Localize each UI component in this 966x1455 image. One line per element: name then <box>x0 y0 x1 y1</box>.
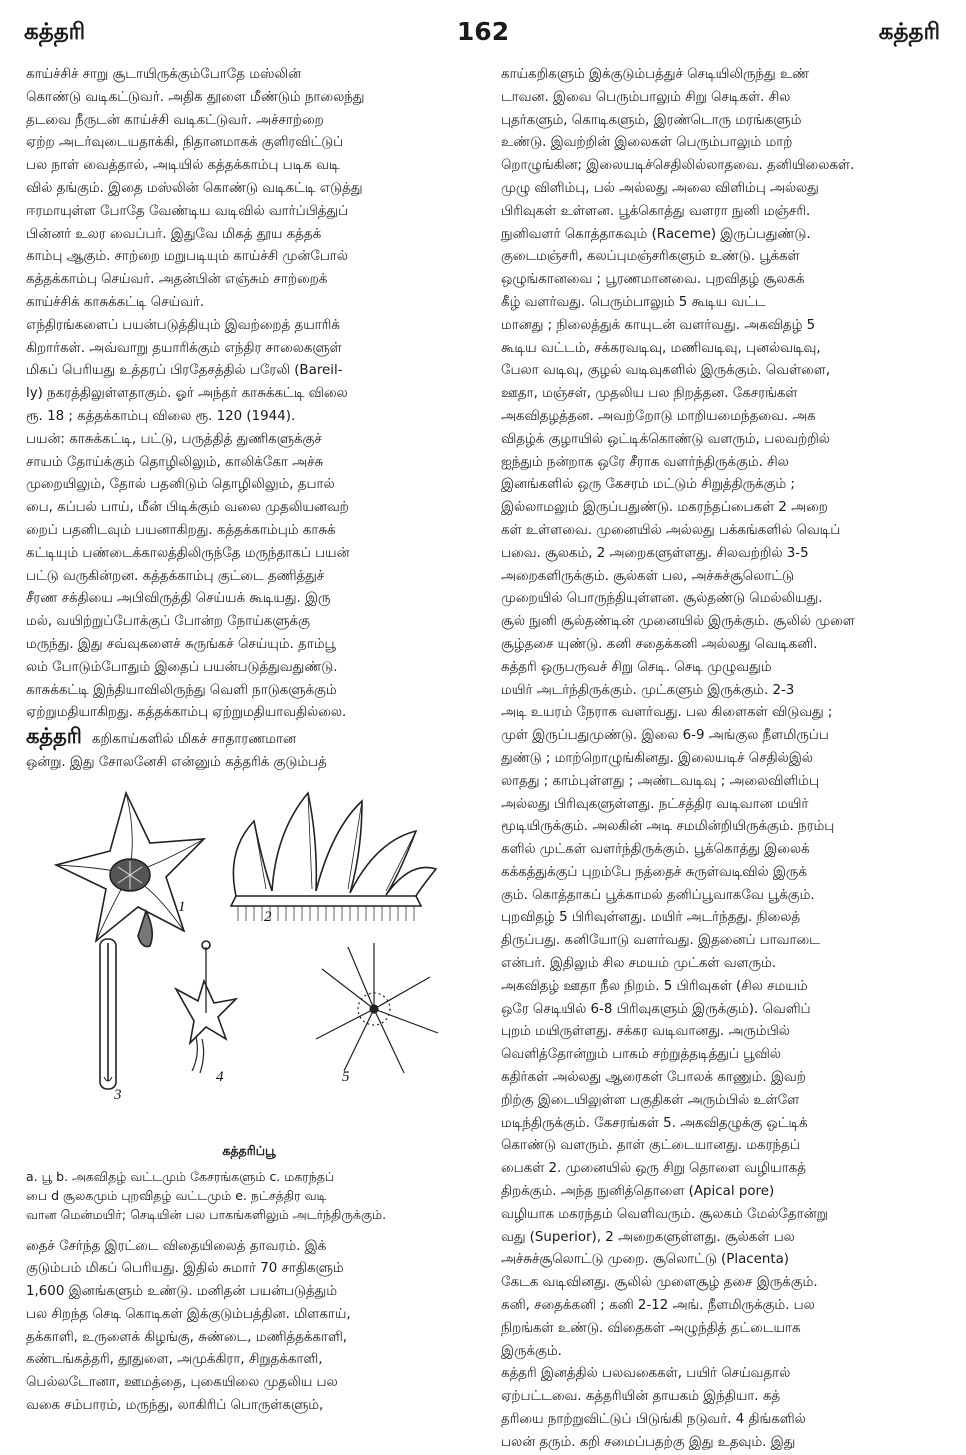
caption-line: பை d சூலகமும் புறவிதழ் வட்டமும் e. நட்சத்திர வடி <box>26 1187 327 1203</box>
text-line: வழியாக மகரந்தம் வெளிவரும். சூலகம் மேல்தோன்று <box>501 1206 828 1222</box>
flower-illustration <box>26 781 472 1136</box>
text-line: பைகள் 2. முனையில் ஒரு சிறு தொளை வழியாகத் <box>501 1161 806 1177</box>
figure-label-1: 1 <box>178 898 186 915</box>
text-line: தைச் சேர்ந்த இரட்டை விதையிலைத் தாவரம். இக் <box>26 1238 327 1254</box>
text-line: புறம் மயிருள்ளது. சக்கர வடிவானது. அரும்பில் <box>501 1024 790 1040</box>
text-line: வது (Superior), 2 அறைகளுள்ளது. சூல்கள் பல <box>501 1229 795 1245</box>
text-line: தக்காளி, உருளைக் கிழங்கு, சுண்டை, மணித்தக்காளி, <box>26 1329 348 1345</box>
left-column <box>26 64 472 1418</box>
text-line: நிறங்கள் உண்டு. விதைகள் அழுந்தித் தட்டையாக <box>501 1320 801 1336</box>
text-line: பட்டு வருகின்றன. கத்தக்காம்பு குட்டை தணித்துச் <box>26 568 325 584</box>
text-line: கனி, சதைக்கனி ; கனி 2-12 அங். நீளமிருக்கும். பல <box>501 1298 815 1314</box>
text-line: பை, கப்பல் பாய், மீன் பிடிக்கும் வலை முதலியனவற் <box>26 500 349 516</box>
text-line: றைப் பதனிடவும் பயனாகிறது. கத்தக்காம்பும் காசுக் <box>26 522 336 538</box>
text-line: திருப்பது. கனியோடு வளர்வது. இதனைப் பாவாடை <box>501 933 820 949</box>
text-line: பேலா வடிவு, குழல் வடிவுகளில் இருக்கும். வெள்ளை, <box>501 363 831 379</box>
text-line: முறையிலும், தோல் பதனிடும் தொழிலிலும், தபால் <box>26 477 335 493</box>
text-line: துண்டு ; மாற்றொழுங்கினது. இலையடிச் செதில்இல் <box>501 750 813 766</box>
text-line: அகவிதழத்தன. அவற்றோடு மாறியமைந்தவை. அக <box>501 408 816 424</box>
text-line: பெல்லடோனா, ஊமத்தை, புகையிலை முதலிய பல <box>26 1375 338 1391</box>
text-line: சூல் நுனி சூல்தண்டின் முனையில் இருக்கும். சூலில் முளை <box>501 614 855 630</box>
text-line: றிற்கு இடையிலுள்ள பகுதிகள் அரும்பில் உள்ளே <box>501 1092 800 1108</box>
running-head-right: கத்தரி <box>878 19 940 45</box>
running-head-left: கத்தரி <box>24 19 86 45</box>
text-line: காசுக்கட்டி இந்தியாவிலிருந்து வெளி நாடுகளுக்கும் <box>26 682 337 698</box>
anther-drawing <box>100 939 116 1089</box>
text-line: மடிந்திருக்கும். கேசரங்கள் 5. அகவிதழுக்கு ஒட்டிக் <box>501 1115 808 1131</box>
text-line: களில் முட்கள் வளர்ந்திருக்கும். பூக்கொத்து இலைக் <box>501 842 810 858</box>
entry-second-line: ஒன்று. இது சோலனேசி என்னும் கத்தரிக் குடும்பத் <box>26 754 327 770</box>
figure-label-4: 4 <box>216 1068 224 1085</box>
text-line: லாதது ; காம்புள்ளது ; அண்டவடிவு ; அலைவிளிம்பு <box>501 773 819 789</box>
text-line: கூடிய வட்டம், சக்கரவடிவு, மணிவடிவு, புனல்வடிவு, <box>501 340 821 356</box>
text-line: இல்லாமலும் இருப்பதுண்டு. மகரந்தப்பைகள் 2 அறை <box>501 500 828 516</box>
text-line: ஐந்தும் நன்றாக ஒரே சீராக வளர்ந்திருக்கும். சில <box>501 454 789 470</box>
text-line: அடி உயரம் நேராக வளர்வது. பல கிளைகள் விடுவது ; <box>501 705 833 721</box>
caption-line: a. பூ b. அகவிதழ் வட்டமும் கேசரங்களும் c. மகரந்தப் <box>26 1168 335 1184</box>
text-line: இருக்கும். <box>501 1343 562 1359</box>
text-line: விதழ்க் குழாயில் ஒட்டிக்கொண்டு வளரும், பலவற்றில் <box>501 431 830 447</box>
text-line: குடும்பம் மிகப் பெரியது. இதில் சுமார் 70 சாதிகளும் <box>26 1261 344 1277</box>
text-line: முறையில் பொருந்தியுள்ளன. சூல்தண்டு மெல்லியது. <box>501 591 823 607</box>
text-line: என்பர். இதிலும் சில சமயம் முட்கள் வளரும். <box>501 956 777 972</box>
text-line: கீழ் வளர்வது. பெரும்பாலும் 5 கூடிய வட்ட <box>501 294 766 310</box>
text-line: குடைமஞ்சரி, கலப்புமஞ்சரிகளும் உண்டு. பூக்கள் <box>501 249 800 265</box>
text-line: சீரண சக்தியை அபிவிருத்தி செய்யக் கூடியது. இரு <box>26 591 331 607</box>
text-line: காய்ச்சிக் காசுக்கட்டி செய்வர். <box>26 294 205 310</box>
text-line: வகை சம்பாரம், மருந்து, லாகிரிப் பொருள்களும், <box>26 1398 324 1414</box>
text-line: லம் போடும்போதும் இதைப் பயன்படுத்துவதுண்டு. <box>26 659 338 675</box>
text-line: ரூ. 18 ; கத்தக்காம்பு விலை ரூ. 120 (1944). <box>26 408 296 424</box>
text-line: 1,600 இனங்களும் உண்டு. மனிதன் பயன்படுத்தும் <box>26 1284 338 1300</box>
page-number: 162 <box>456 17 510 46</box>
pistil-calyx-drawing <box>176 941 236 1073</box>
text-line: தடவை நீருடன் காய்ச்சி வடிகட்டுவர். அச்சாற்றை <box>26 112 324 128</box>
text-line: கத்தரி ஒருபருவச் சிறு செடி. செடி முழுவதும் <box>501 659 772 675</box>
text-line: பல நாள் வைத்தால், அடியில் கத்தக்காம்பு படிக வடி <box>26 158 340 174</box>
text-line: தரியை நாற்றுவிட்டுப் பிடுங்கி நடுவர். 4 திங்களில் <box>501 1412 806 1428</box>
figure-title: கத்தரிப்பூ <box>222 1142 276 1158</box>
text-line: அல்லது பிரிவுகளுள்ளது. நட்சத்திர வடிவான மயிர் <box>501 796 809 812</box>
text-line: கக்கத்துக்குப் புறம்பே நத்தைச் சுருள்வடிவில் இருக் <box>501 864 807 880</box>
text-line: கதிர்கள் அல்லது ஆரைகள் போலக் காணும். இவற் <box>501 1070 806 1086</box>
text-line: மூடியிருக்கும். அலகின் அடி சமமின்றியிருக்கும். நரம்பு <box>501 819 835 835</box>
figure-caption <box>26 1167 472 1224</box>
text-line: கண்டங்கத்தரி, தூதுளை, அமுக்கிரா, சிறுதக்காளி, <box>26 1352 323 1368</box>
text-line: ஈரமாயுள்ள போதே வேண்டிய வடிவில் வார்ப்பித்துப் <box>26 203 349 219</box>
text-line: பவை. சூலகம், 2 அறைகளுள்ளது. சிலவற்றில் 3-5 <box>501 545 809 561</box>
text-line: காய்ச்சிச் சாறு சூடாயிருக்கும்போதே மஸ்லின் <box>26 67 301 82</box>
text-line: கும். கொத்தாகப் பூக்காமல் தனிப்பூவாகவே பூக்கும். <box>501 887 815 903</box>
text-line: ஒரே செடியில் 6-8 பிரிவுகளும் இருக்கும்). வெளிப் <box>501 1001 811 1017</box>
text-line: மல், வயிற்றுப்போக்குப் போன்ற நோய்களுக்கு <box>26 614 310 630</box>
text-line: டாவன. இவை பெரும்பாலும் சிறு செடிகள். சில <box>501 89 791 105</box>
text-line: ly) நகரத்திலுள்ளதாகும். ஓர் அந்தர் காசுக்கட்டி விலை <box>26 386 348 402</box>
text-line: பின்னர் உலர வைப்பர். இதுவே மிகத் தூய கத்தக் <box>26 226 322 242</box>
text-line: அகவிதழ் ஊதா நீல நிறம். 5 பிரிவுகள் (சில சமயம் <box>501 978 808 994</box>
text-line: காம்பு ஆகும். சாற்றை மறுபடியும் காய்ச்சி முன்போல் <box>26 249 348 265</box>
text-line: மானது ; நிலைத்துக் காயுடன் வளர்வது. அகவிதழ் 5 <box>501 317 816 333</box>
text-line: பிரிவுகள் உள்ளன. பூக்கொத்து வளரா நுனி மஞ்சரி. <box>501 203 811 219</box>
text-line: கள் உள்ளவை. முனையில் அல்லது பக்கங்களில் வெடிப் <box>501 522 841 538</box>
text-line: சாயம் தோய்க்கும் தொழிலிலும், காலிக்கோ அச்சு <box>26 454 324 470</box>
right-text-block <box>501 64 941 1455</box>
text-line: புதர்களும், கொடிகளும், இரண்டொரு மரங்களும் <box>501 112 802 128</box>
text-line: ஊதா, மஞ்சள், முதலிய பல நிறத்தன. கேசரங்கள் <box>501 386 798 402</box>
text-line: உண்டு. இவற்றின் இலைகள் பெரும்பாலும் மாற் <box>501 135 793 151</box>
figure-label-5: 5 <box>342 1068 350 1085</box>
text-line: நுனிவளர் கொத்தாகவும் (Raceme) இருப்பதுண்டு. <box>501 226 811 242</box>
text-line: மிகப் பெரியது உத்தரப் பிரதேசத்தில் பரேலி (Bareil- <box>26 363 343 379</box>
text-line: வெளித்தோன்றும் பாகம் சற்றுத்தடித்துப் பூவில் <box>501 1047 781 1063</box>
text-line: மயிர் அடர்ந்திருக்கும். முட்களும் இருக்கும். 2-3 <box>501 682 795 698</box>
text-line: ஏற்பட்டவை. கத்தரியின் தாயகம் இந்தியா. கத் <box>501 1389 781 1405</box>
text-line: ஏற்ற அடர்வுடையதாக்கி, நிதானமாகக் குளிரவிட்டுப் <box>26 135 344 151</box>
text-line: இனங்களில் ஒரு கேசரம் மட்டும் சிறுத்திருக்கும் ; <box>501 477 795 493</box>
entry-headword: கத்தரி <box>26 725 82 749</box>
text-line: எந்திரங்களைப் பயன்படுத்தியும் இவற்றைத் தயாரிக் <box>26 317 340 333</box>
left-text-block-2 <box>26 1236 472 1418</box>
text-line: ஒழுங்கானவை ; பூரணமானவை. புறவிதழ் சூலகக் <box>501 272 805 288</box>
corolla-spread-drawing <box>231 793 436 921</box>
text-line: கத்தரி இனத்தில் பலவகைகள், பயிர் செய்வதால் <box>501 1366 791 1382</box>
text-line: அறைகளிருக்கும். சூல்கள் பல, அச்சுச்சூலொட்டு <box>501 568 794 584</box>
text-line: திறக்கும். அந்த நுனித்தொளை (Apical pore) <box>501 1184 775 1200</box>
text-line: கேடக வடிவினது. சூலில் முளைசூழ் தசை இருக்கும். <box>501 1275 818 1291</box>
text-line: கிறார்கள். அவ்வாறு தயாரிக்கும் எந்திர சாலைகளுள் <box>26 340 342 356</box>
brinjal-flower-figure <box>26 781 472 1136</box>
text-line: புறவிதழ் 5 பிரிவுள்ளது. மயிர் அடர்ந்தது. நிலைத் <box>501 910 801 926</box>
caption-line: வான மென்மயிர்; செடியின் பல பாகங்களிலும் அடர்ந்திருக்கும். <box>26 1206 387 1222</box>
text-line: கொண்டு வடிகட்டுவர். அதிக தூளை மீண்டும் நாலைந்து <box>26 89 365 105</box>
text-line: பல சிறந்த செடி கொடிகள் இக்குடும்பத்தின. மிளகாய், <box>26 1306 351 1322</box>
figure-label-2: 2 <box>264 908 272 925</box>
text-line: கத்தக்காம்பு செய்வர். அதன்பின் எஞ்சும் சாற்றைக் <box>26 272 328 288</box>
text-line: பலன் தரும். கறி சமைப்பதற்கு இது உதவும். இது <box>501 1434 796 1450</box>
entry-first-line: கறிகாய்களில் மிகச் சாதாரணமான <box>91 732 297 748</box>
text-line: சூழ்தசை யுண்டு. கனி சதைக்கனி அல்லது வெடிகனி. <box>501 636 818 652</box>
left-text-block-1 <box>26 64 472 725</box>
text-line: மருந்து. இது சவ்வுகளைச் சுருங்கச் செய்யும். தாம்பூ <box>26 636 336 652</box>
stellate-hair-drawing <box>316 943 438 1073</box>
text-line: ஏற்றுமதியாகிறது. கத்தக்காம்பு ஏற்றுமதியாவதில்லை. <box>26 705 347 721</box>
text-line: முள் இருப்பதுமுண்டு. இலை 6-9 அங்குல நீளமிருப்ப <box>501 728 829 744</box>
text-line: காய்கறிகளும் இக்குடும்பத்துச் செடியிலிருந்து உண் <box>501 67 810 82</box>
text-line: அச்சுச்சூலொட்டு முறை. சூலொட்டு (Placenta) <box>501 1252 790 1268</box>
text-line: கட்டியும் பண்டைக்காலத்திலிருந்தே மருந்தாகப் பயன் <box>26 545 350 561</box>
text-line: கொண்டு வளரும். தாள் குட்டையானது. மகரந்தப் <box>501 1138 800 1154</box>
text-line: பயன்: காசுக்கட்டி, பட்டு, பருத்தித் துணிகளுக்குச் <box>26 431 322 447</box>
text-line: முழு விளிம்பு, பல் அல்லது அலை விளிம்பு அல்லது <box>501 180 819 196</box>
text-line: றொழுங்கின; இலையடிச்செதிலில்லாதவை. தனியிலைகள். <box>501 158 855 174</box>
entry-heading-line <box>26 725 472 752</box>
flower-front-drawing <box>56 793 204 947</box>
right-column <box>501 64 941 1455</box>
text-line: வில் தங்கும். இதை மஸ்லின் கொண்டு வடிகட்டி எடுத்து <box>26 180 363 196</box>
figure-label-3: 3 <box>114 1086 122 1103</box>
